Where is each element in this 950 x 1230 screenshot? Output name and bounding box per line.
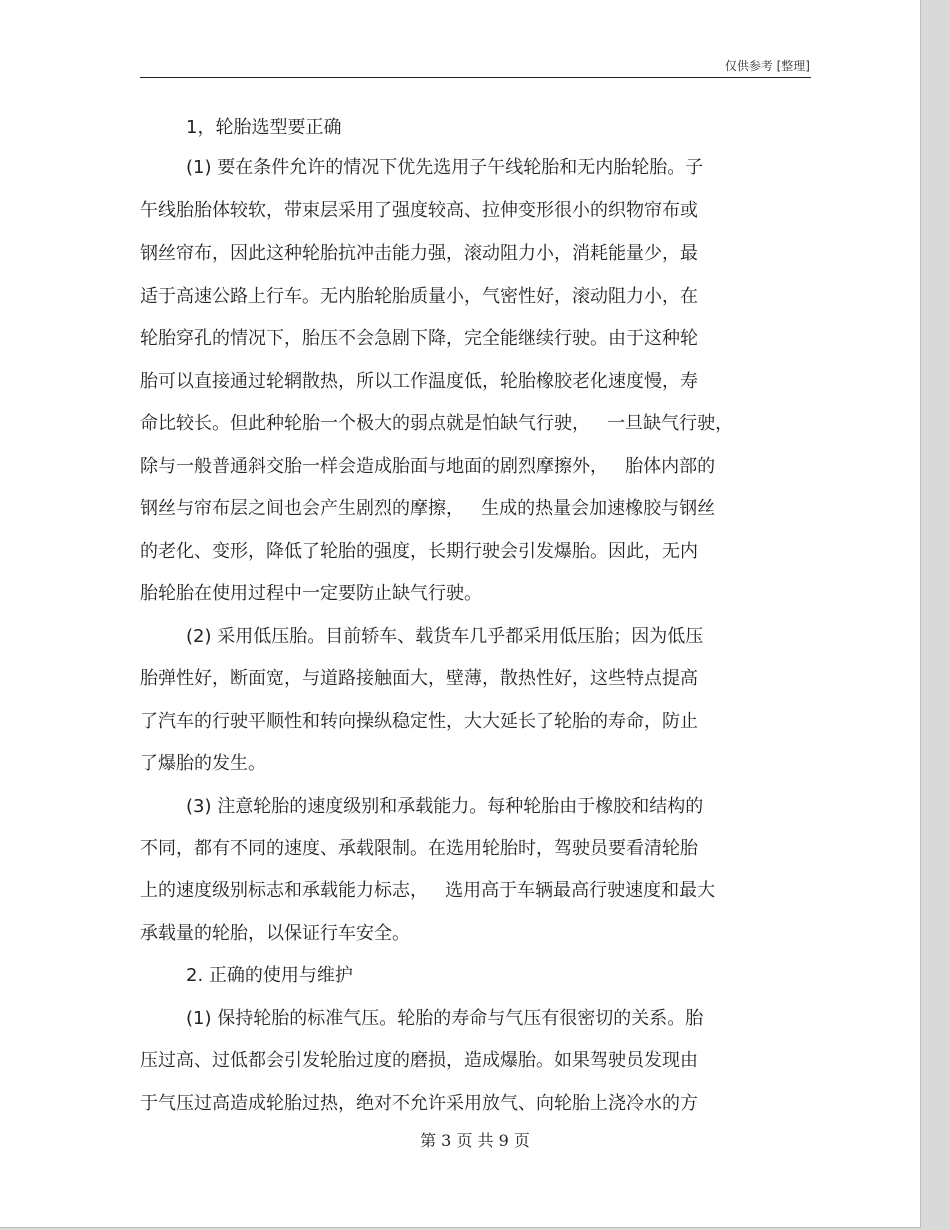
paragraph-line: 承载量的轮胎，以保证行车安全。 [140, 923, 410, 944]
paragraph-line: (1) 保持轮胎的标准气压。轮胎的寿命与气压有很密切的关系。胎 [186, 1008, 704, 1029]
paragraph-line: (2) 采用低压胎。目前轿车、载货车几乎都采用低压胎；因为低压 [186, 626, 704, 647]
paragraph-line: 了汽车的行驶平顺性和转向操纵稳定性，大大延长了轮胎的寿命，防止 [140, 711, 698, 732]
paragraph-line: 除与一般普通斜交胎一样会造成胎面与地面的剧烈摩擦外， 胎体内部的 [140, 456, 716, 477]
heading-tire-selection: 1，轮胎选型要正确 [186, 117, 342, 138]
header-divider [140, 77, 811, 78]
paragraph-line: 胎弹性好，断面宽，与道路接触面大，壁薄，散热性好，这些特点提高 [140, 668, 698, 689]
paragraph-line: 的老化、变形，降低了轮胎的强度，长期行驶会引发爆胎。因此，无内 [140, 541, 698, 562]
paragraph-line: 于气压过高造成轮胎过热，绝对不允许采用放气、向轮胎上浇冷水的方 [140, 1093, 698, 1114]
paragraph-line: 午线胎胎体较软，带束层采用了强度较高、拉伸变形很小的织物帘布或 [140, 200, 698, 221]
paragraph-line: 轮胎穿孔的情况下，胎压不会急剧下降，完全能继续行驶。由于这种轮 [140, 328, 698, 349]
paragraph-line: 不同，都有不同的速度、承载限制。在选用轮胎时，驾驶员要看清轮胎 [140, 838, 698, 859]
paragraph-line: 钢丝帘布，因此这种轮胎抗冲击能力强，滚动阻力小，消耗能量少，最 [140, 243, 698, 264]
paragraph-line: (1) 要在条件允许的情况下优先选用子午线轮胎和无内胎轮胎。子 [186, 157, 704, 178]
paragraph-line: 命比较长。但此种轮胎一个极大的弱点就是怕缺气行驶， 一旦缺气行驶， [140, 413, 734, 434]
paragraph-line: 钢丝与帘布层之间也会产生剧烈的摩擦， 生成的热量会加速橡胶与钢丝 [140, 498, 716, 519]
paragraph-line: 胎轮胎在使用过程中一定要防止缺气行驶。 [140, 583, 482, 604]
paragraph-line: 上的速度级别标志和承载能力标志， 选用高于车辆最高行驶速度和最大 [140, 880, 716, 901]
paragraph-line: 了爆胎的发生。 [140, 753, 266, 774]
paragraph-line: (3) 注意轮胎的速度级别和承载能力。每种轮胎由于橡胶和结构的 [186, 796, 704, 817]
heading-use-maintenance: 2. 正确的使用与维护 [186, 965, 353, 986]
page-number: 第 3 页 共 9 页 [420, 1131, 530, 1150]
paragraph-line: 压过高、过低都会引发轮胎过度的磨损，造成爆胎。如果驾驶员发现由 [140, 1050, 698, 1071]
header-note: 仅供参考 [整理] [724, 59, 810, 73]
paragraph-line: 适于高速公路上行车。无内胎轮胎质量小，气密性好，滚动阻力小，在 [140, 286, 698, 307]
paragraph-line: 胎可以直接通过轮辋散热，所以工作温度低，轮胎橡胶老化速度慢，寿 [140, 371, 698, 392]
